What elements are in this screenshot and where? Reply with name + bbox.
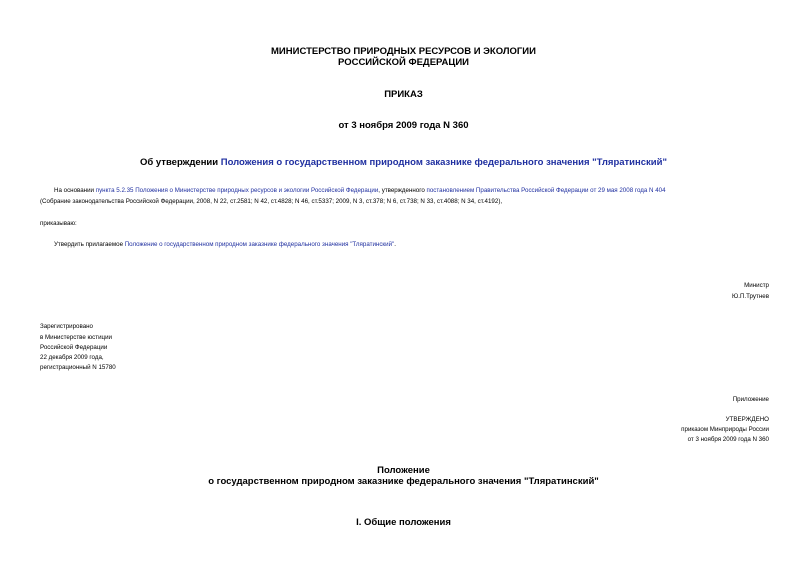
ministry-name-line2: РОССИЙСКОЙ ФЕДЕРАЦИИ: [337, 57, 469, 68]
section-heading: I. Общие положения: [356, 517, 451, 528]
appendix-label: Приложение: [732, 396, 769, 403]
document-type: ПРИКАЗ: [384, 89, 423, 100]
appendix-approved: УТВЕРЖДЕНО: [725, 416, 769, 423]
order-word: приказываю:: [40, 220, 77, 227]
appendix-date: от 3 ноября 2009 года N 360: [687, 436, 769, 443]
signature-name: Ю.П.Трутнев: [731, 293, 769, 300]
registration-line3: Российской Федерации: [40, 344, 108, 351]
document-title: [0, 157, 807, 168]
paragraph-basis-line2: (Собрание законодательства Российской Федерации, 2008, N 22, ст.2581; N 42, ст.4828; N 46, ст.5337; 2009, N 3, ст.378; N 6, ст.738; N 33, ст.4088; N 34, ст.4192),: [40, 198, 503, 205]
government-decree-link[interactable]: постановлением Правительства Российской Федерации от 29 мая 2008 года N 404: [426, 187, 666, 194]
regulation-title-line1: Положение: [377, 465, 430, 476]
paragraph-approve: [54, 240, 396, 250]
attached-regulation-link[interactable]: Положение о государственном природном заказнике федерального значения "Тляратинский": [124, 241, 395, 248]
registration-line1: Зарегистрировано: [40, 323, 93, 330]
paragraph-basis-mid: , утвержденного: [378, 187, 427, 194]
paragraph-basis-line1: [54, 186, 666, 196]
signature-position: Министр: [744, 282, 769, 289]
regulation-title-line2: о государственном природном заказнике федерального значения "Тляратинский": [208, 476, 599, 487]
title-regulation-link[interactable]: Положения о государственном природном заказнике федерального значения "Тляратинский": [220, 157, 667, 168]
paragraph-approve-suffix: .: [394, 241, 396, 248]
ministry-name-line1: МИНИСТЕРСТВО ПРИРОДНЫХ РЕСУРСОВ И ЭКОЛОГИИ: [271, 46, 536, 57]
document-date: от 3 ноября 2009 года N 360: [338, 120, 469, 131]
paragraph-approve-prefix: Утвердить прилагаемое: [54, 241, 125, 248]
registration-line2: в Министерстве юстиции: [40, 334, 113, 341]
registration-line4: 22 декабря 2009 года,: [40, 354, 104, 361]
registration-line5: регистрационный N 15780: [40, 364, 116, 371]
appendix-by-order: приказом Минприроды России: [681, 426, 769, 433]
paragraph-basis-prefix: На основании: [54, 187, 96, 194]
title-prefix: Об утверждении: [140, 157, 221, 168]
ministry-regulation-link[interactable]: пункта 5.2.35 Положения о Министерстве природных ресурсов и экологии Российской Федерации: [95, 187, 379, 194]
